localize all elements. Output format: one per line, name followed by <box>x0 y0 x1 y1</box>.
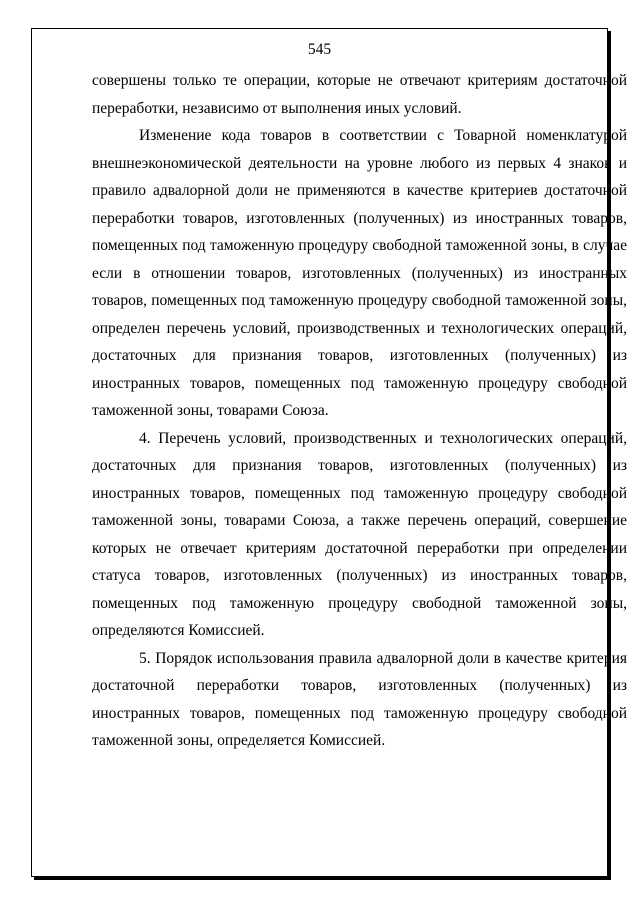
paragraph-continuation: совершены только те операции, которые не отвечают критериям достаточной переработки, независимо от выполнения иных условий. <box>92 72 627 117</box>
paragraph-item-4: 4. Перечень условий, производственных и технологических операций, достаточных для признания товаров, изготовленных (полученных) из иностранных товаров, помещенных под таможенную процедуру свободной таможенной зоны, товарами Союза, а также перечень операций, совершение которых не отвечает критериям достаточной переработки при определении статуса товаров, изготовленных (полученных) из иностранных товаров, помещенных под таможенную процедуру свободной таможенной зоны, определяются Комиссией. <box>92 429 627 639</box>
document-body <box>92 67 627 755</box>
page-number: 545 <box>307 41 332 58</box>
paragraph-classification-change: Изменение кода товаров в соответствии с Товарной номенклатурой внешнеэкономической деятельности на уровне любого из первых 4 знаков и правило адвалорной доли не применяются в качестве критериев достаточной переработки товаров, изготовленных (полученных) из иностранных товаров, помещенных под таможенную процедуру свободной таможенной зоны, в случае если в отношении товаров, изготовленных (полученных) из иностранных товаров, помещенных под таможенную процедуру свободной таможенной зоны, определен перечень условий, производственных и технологических операций, достаточных для признания товаров, изготовленных (полученных) из иностранных товаров, помещенных под таможенную процедуру свободной таможенной зоны, товарами Союза. <box>92 127 627 419</box>
paragraph-item-5: 5. Порядок использования правила адвалорной доли в качестве критерия достаточной переработки товаров, изготовленных (полученных) из иностранных товаров, помещенных под таможенную процедуру свободной таможенной зоны, определяется Комиссией. <box>92 649 627 749</box>
page-frame <box>31 28 627 877</box>
